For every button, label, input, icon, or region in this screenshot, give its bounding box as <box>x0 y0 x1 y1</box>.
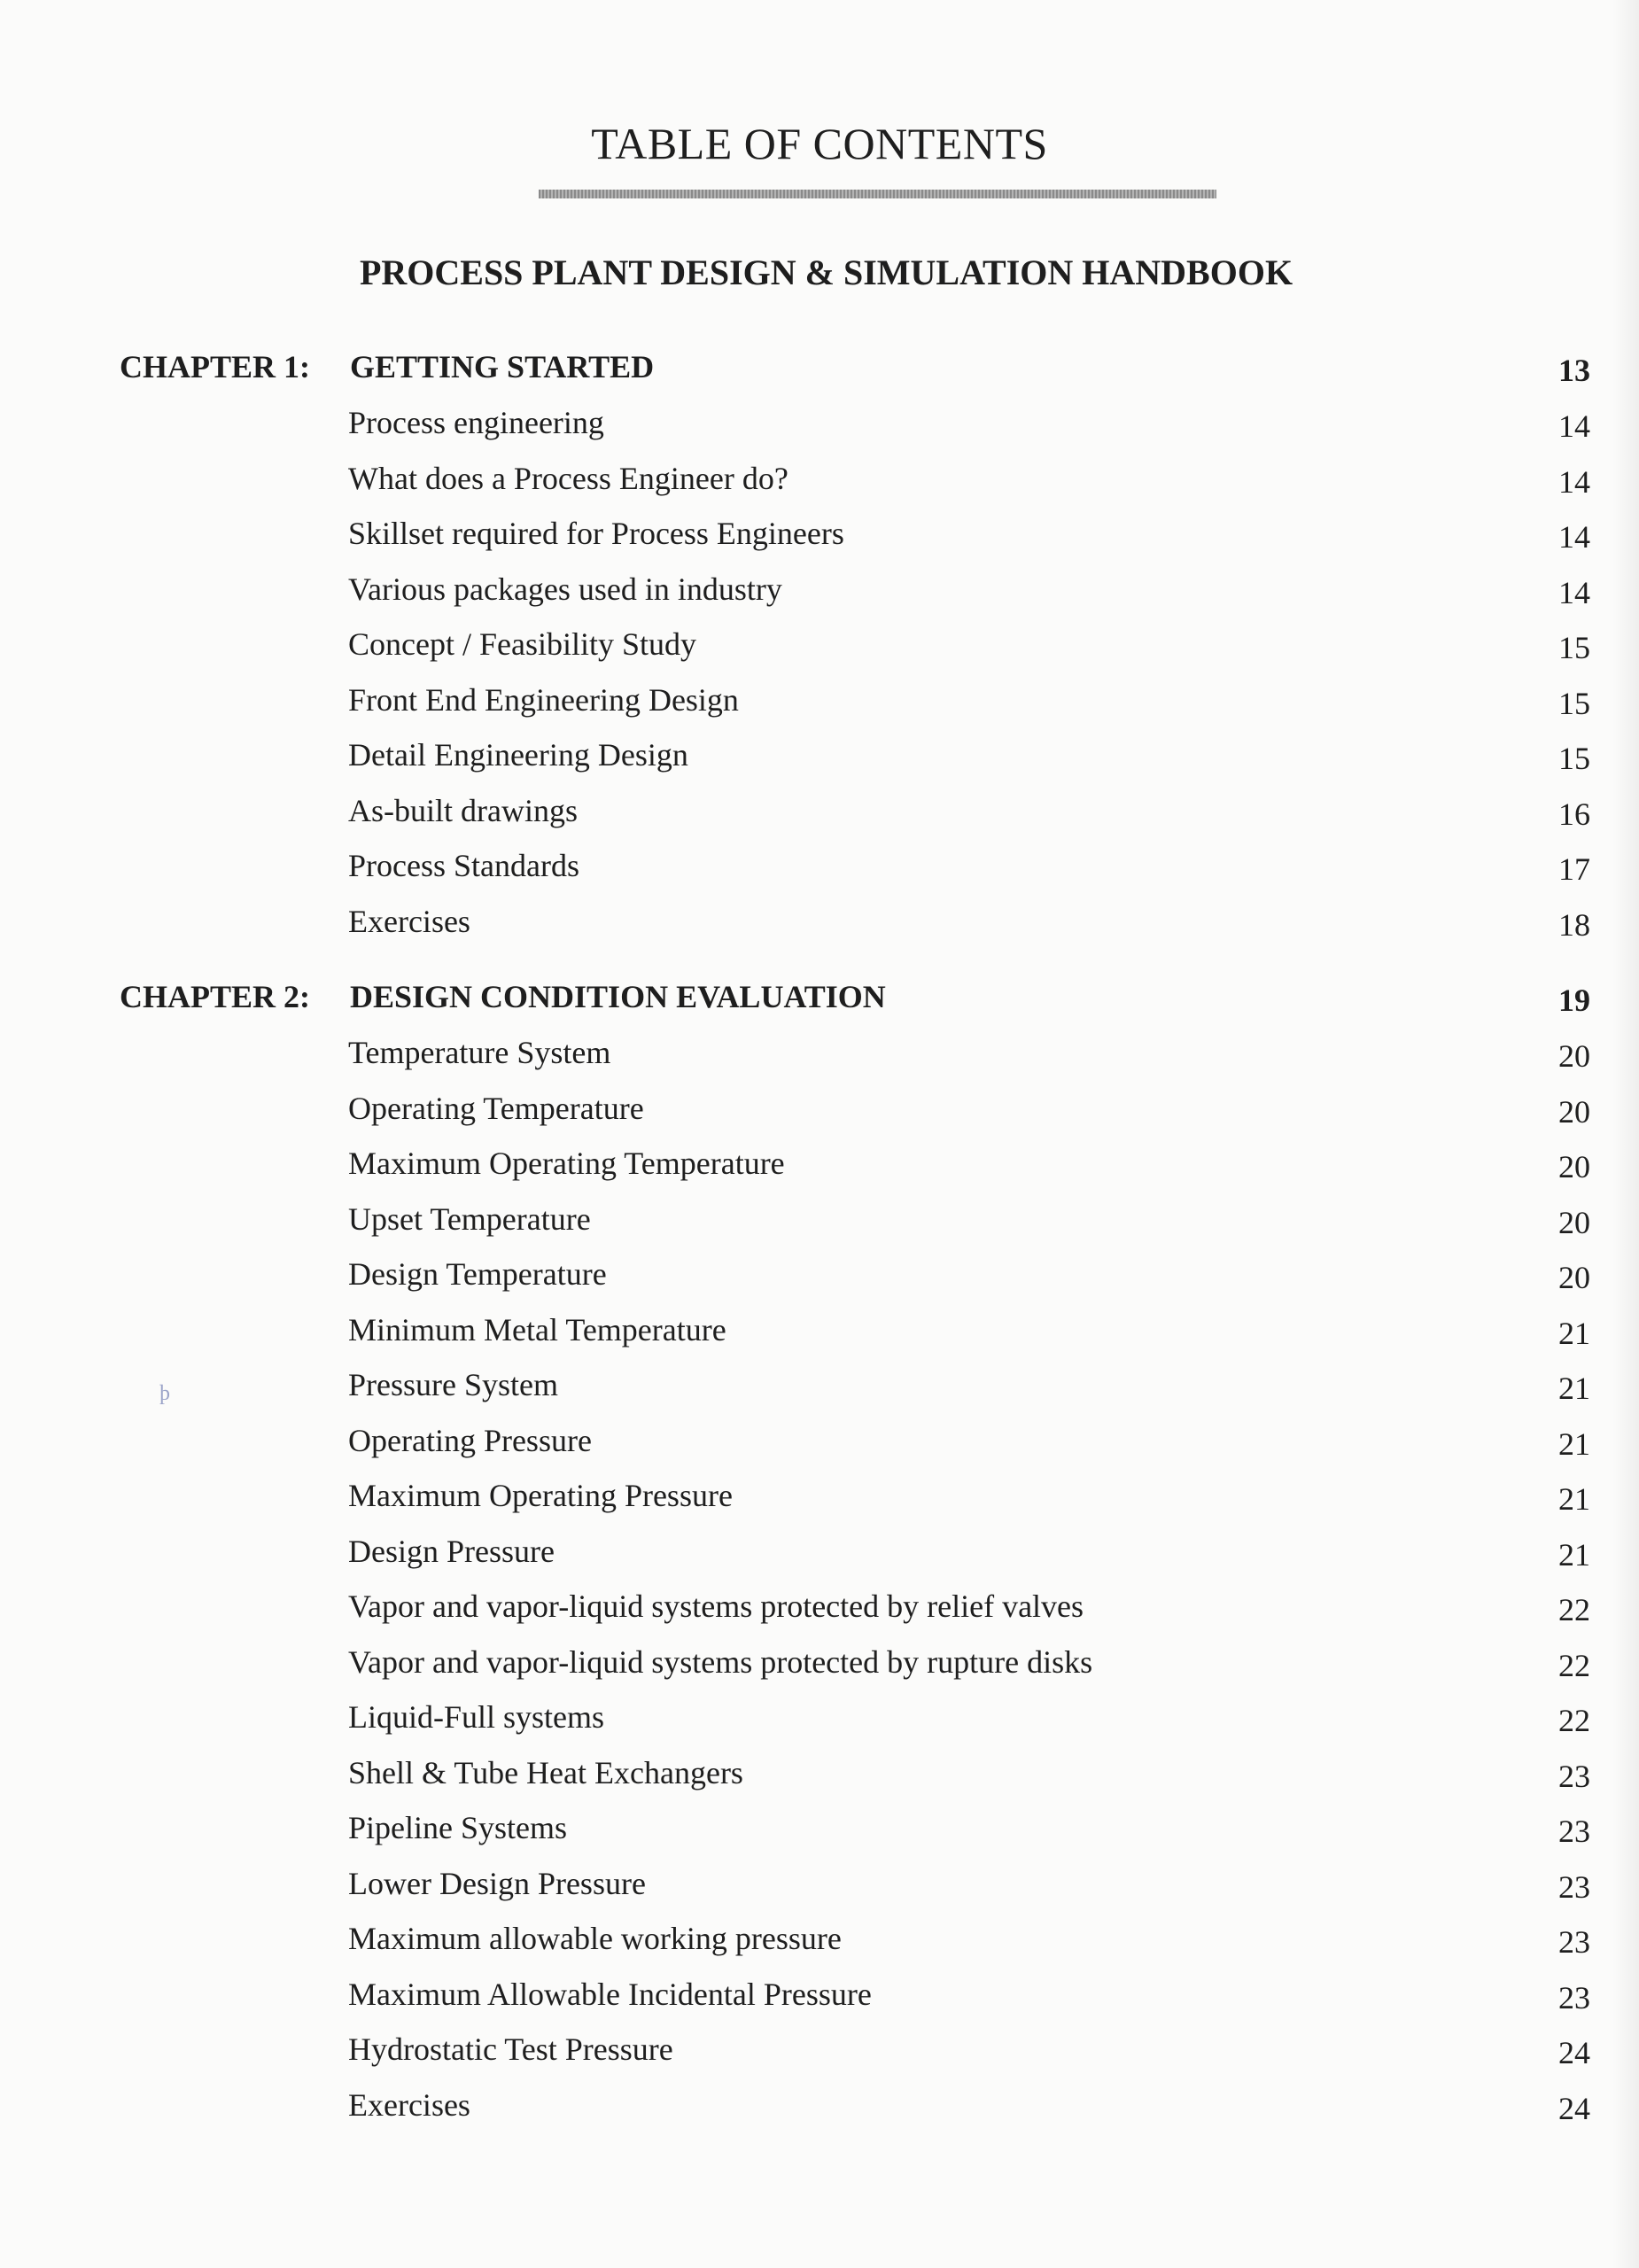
toc-entry <box>0 1803 1639 1852</box>
toc-entry <box>0 1526 1639 1576</box>
toc-entry <box>0 1084 1639 1133</box>
toc-entry-page-number: 20 <box>1558 1260 1590 1295</box>
toc-entry-label: Upset Temperature <box>348 1200 591 1237</box>
toc-entry-page-number: 24 <box>1558 2090 1590 2126</box>
toc-entry <box>0 564 1639 614</box>
toc-entry-label: Maximum Allowable Incidental Pressure <box>348 1976 872 2012</box>
toc-entry-page-number: 21 <box>1558 1371 1590 1406</box>
toc-entry-label: Design Temperature <box>348 1256 607 1292</box>
toc-entry-page-number: 22 <box>1558 1703 1590 1738</box>
margin-ink-mark: þ <box>159 1382 170 1405</box>
toc-entry-page-number: 20 <box>1558 1093 1590 1130</box>
page-edge-shadow <box>1612 0 1639 2268</box>
toc-entry-label: Exercises <box>348 2086 470 2123</box>
toc-entry-label: Design Pressure <box>348 1533 555 1569</box>
toc-entry-label: What does a Process Engineer do? <box>348 460 788 496</box>
toc-entry <box>0 509 1639 558</box>
toc-entry <box>0 1416 1639 1465</box>
toc-entry-page-number: 23 <box>1558 1758 1590 1794</box>
toc-entry <box>0 730 1639 780</box>
chapter-page-number: 13 <box>1558 353 1590 388</box>
chapter-page-number: 19 <box>1558 983 1590 1018</box>
toc-entry-page-number: 22 <box>1558 1647 1590 1683</box>
toc-entry-label: Temperature System <box>348 1035 611 1070</box>
toc-entry-page-number: 20 <box>1558 1149 1590 1184</box>
toc-entry <box>0 1969 1639 2019</box>
toc-entry <box>0 1859 1639 1908</box>
toc-entry-label: Process Standards <box>348 848 579 883</box>
toc-entry-page-number: 15 <box>1558 741 1590 776</box>
toc-entry-page-number: 17 <box>1558 851 1590 887</box>
toc-entry <box>0 1471 1639 1520</box>
toc-entry-page-number: 22 <box>1558 1592 1590 1627</box>
toc-entry-label: Exercises <box>348 903 470 939</box>
toc-entry-label: Hydrostatic Test Pressure <box>348 2031 673 2067</box>
toc-entry <box>0 1914 1639 1963</box>
toc-entry-label: Operating Temperature <box>348 1090 644 1126</box>
toc-entry-page-number: 21 <box>1558 1425 1590 1462</box>
toc-entry-label: Process engineering <box>348 405 604 440</box>
toc-entry-label: Various packages used in industry <box>348 571 782 607</box>
toc-entry-label: As-built drawings <box>348 792 578 828</box>
toc-entry-label: Operating Pressure <box>348 1422 592 1458</box>
toc-entry <box>0 1028 1639 1077</box>
toc-entry-page-number: 23 <box>1558 1814 1590 1849</box>
toc-entry-label: Maximum Operating Temperature <box>348 1146 785 1181</box>
toc-entry-page-number: 14 <box>1558 574 1590 610</box>
toc-entry-page-number: 14 <box>1558 519 1590 555</box>
book-title: PROCESS PLANT DESIGN & SIMULATION HANDBOOK <box>359 252 1293 292</box>
toc-entry-page-number: 23 <box>1558 1868 1590 1905</box>
toc-entry-label: Liquid-Full systems <box>348 1699 605 1735</box>
toc-entry-label: Lower Design Pressure <box>348 1865 646 1901</box>
toc-entry <box>0 675 1639 725</box>
toc-entry-page-number: 23 <box>1558 1924 1590 1960</box>
toc-entry-label: Vapor and vapor-liquid systems protected by relief valves <box>348 1588 1084 1624</box>
chapter-title: DESIGN CONDITION EVALUATION <box>350 979 886 1014</box>
toc-entry <box>0 786 1639 835</box>
chapter-heading <box>0 972 1639 1021</box>
toc-entry <box>0 897 1639 946</box>
toc-entry-label: Shell & Tube Heat Exchangers <box>348 1754 743 1790</box>
toc-entry <box>0 1748 1639 1798</box>
toc-entry <box>0 1194 1639 1244</box>
toc-entry-page-number: 21 <box>1558 1481 1590 1517</box>
toc-entry-page-number: 14 <box>1558 463 1590 500</box>
toc-entry-page-number: 14 <box>1558 408 1590 444</box>
toc-entry <box>0 1692 1639 1742</box>
toc-entry-page-number: 16 <box>1558 796 1590 832</box>
toc-entry-label: Pipeline Systems <box>348 1810 568 1845</box>
toc-entry-page-number: 15 <box>1558 685 1590 721</box>
toc-entry <box>0 398 1639 447</box>
chapter-number: CHAPTER 2: <box>120 979 310 1014</box>
toc-entry <box>0 1360 1639 1410</box>
toc-entry-page-number: 20 <box>1558 1038 1590 1074</box>
toc-entry <box>0 454 1639 503</box>
chapter-title: GETTING STARTED <box>350 349 655 384</box>
toc-entry-label: Maximum Operating Pressure <box>348 1478 733 1513</box>
toc-entry <box>0 619 1639 669</box>
toc-entry-page-number: 20 <box>1558 1204 1590 1240</box>
toc-entry-page-number: 18 <box>1558 906 1590 943</box>
title-underline-rule <box>539 190 1216 198</box>
toc-entry-page-number: 24 <box>1558 2035 1590 2070</box>
toc-entry-label: Maximum allowable working pressure <box>348 1921 842 1956</box>
toc-entry <box>0 841 1639 890</box>
toc-entry <box>0 1637 1639 1687</box>
toc-entry-label: Minimum Metal Temperature <box>348 1311 726 1348</box>
chapter-heading <box>0 342 1639 392</box>
toc-entry <box>0 1138 1639 1188</box>
toc-entry-label: Detail Engineering Design <box>348 737 688 773</box>
page-title: TABLE OF CONTENTS <box>591 119 1048 168</box>
toc-entry-label: Vapor and vapor-liquid systems protected by rupture disks <box>348 1643 1093 1680</box>
chapter-number: CHAPTER 1: <box>120 349 310 384</box>
toc-entry-label: Pressure System <box>348 1367 558 1402</box>
toc-entry-page-number: 15 <box>1558 630 1590 665</box>
toc-entry <box>0 1249 1639 1299</box>
toc-entry-label: Front End Engineering Design <box>348 681 739 718</box>
toc-entry <box>0 1305 1639 1355</box>
toc-entry <box>0 1581 1639 1631</box>
toc-entry <box>0 2024 1639 2074</box>
toc-entry-page-number: 21 <box>1558 1536 1590 1573</box>
toc-entry-label: Concept / Feasibility Study <box>348 626 696 662</box>
toc-entry <box>0 2080 1639 2130</box>
toc-entry-label: Skillset required for Process Engineers <box>348 516 844 551</box>
toc-entry-page-number: 21 <box>1558 1315 1590 1351</box>
toc-entry-page-number: 23 <box>1558 1979 1590 2016</box>
